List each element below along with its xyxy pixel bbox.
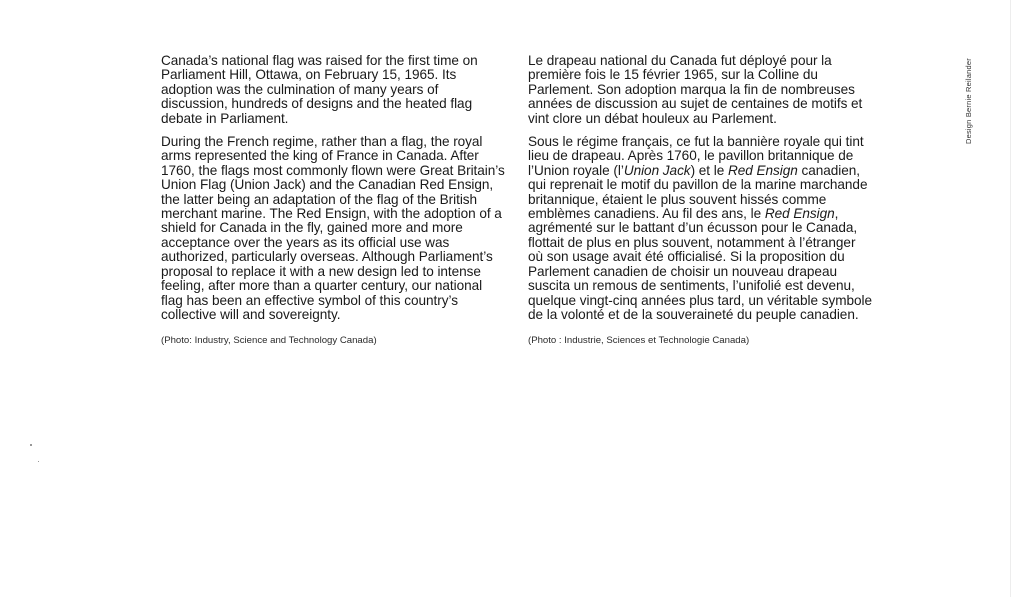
red-ensign-italic-2: Red Ensign — [764, 206, 835, 222]
paper-speck — [38, 461, 39, 462]
design-credit-text: Design Bernie Reilander — [964, 58, 973, 144]
english-paragraph-2: During the French regime, rather than a flag, the royal arms represented the king of France in Canada. After 1760, the flags most commonly flown were Great Britain’s Union Flag (Union Jack) and the Canadian Red Ensign, the latter being an adaptation of the flag of the British merchant marine. The Red Ensign, with the adoption of a shield for Canada in the fly, gained more and more acceptance over the years as its official use was authorized, particularly overseas. Although Parliament’s proposal to replace it with a new design led to intense feeling, after more than a quarter century, our national flag has been an effective symbol of this country’s collective will and sovereignty. — [161, 134, 505, 322]
french-p2-text-d: , agrémenté sur le battant d’un écusson pour le Canada, flottait de plus en plus souvent, notamment à l’étranger où son usage avait été officialisé. Si la proposition du Parlement canadien de choisir un nouveau drapeau suscita un remous de sentiments, l’unifolié est devenu, quelque vingt-cinq années plus tard, un véritable symbole de la volonté et de la souveraineté du peuple canadien. — [528, 206, 873, 322]
french-paragraph-1: Le drapeau national du Canada fut déployé pour la première fois le 15 février 1965, sur la Colline du Parlement. Son adoption marqua la fin de nombreuses années de discussion au sujet de centaines de motifs et vint clore un débat houleux au Parlement. — [528, 53, 863, 126]
page-edge-line — [1010, 0, 1011, 597]
french-paragraph-2 — [528, 135, 873, 322]
french-column — [528, 54, 873, 347]
french-photo-caption: (Photo : Industrie, Sciences et Technologie Canada) — [528, 335, 750, 347]
french-p2-text-b: ) et le — [690, 162, 728, 178]
red-ensign-italic-1: Red Ensign — [727, 162, 798, 178]
paper-speck — [30, 444, 32, 446]
union-jack-italic: Union Jack — [623, 162, 691, 178]
english-paragraph-1: Canada’s national flag was raised for the first time on Parliament Hill, Ottawa, on February 15, 1965. Its adoption was the culmination of many years of discussion, hundreds of designs and the heated flag debate in Parliament. — [161, 53, 478, 126]
french-p2-text-a: Sous le régime français, ce fut la bannière royale qui tint lieu de drapeau. Après 1760, le pavillon britannique de l’Union royale (l’ — [528, 134, 864, 178]
english-photo-caption: (Photo: Industry, Science and Technology Canada) — [161, 335, 377, 347]
design-credit — [964, 52, 978, 152]
english-column — [161, 54, 506, 347]
french-p2-text-c: canadien, qui reprenait le motif du pavillon de la marine marchande britannique, étaient le plus souvent hissés comme emblèmes canadiens. Au fil des ans, le — [528, 162, 868, 222]
